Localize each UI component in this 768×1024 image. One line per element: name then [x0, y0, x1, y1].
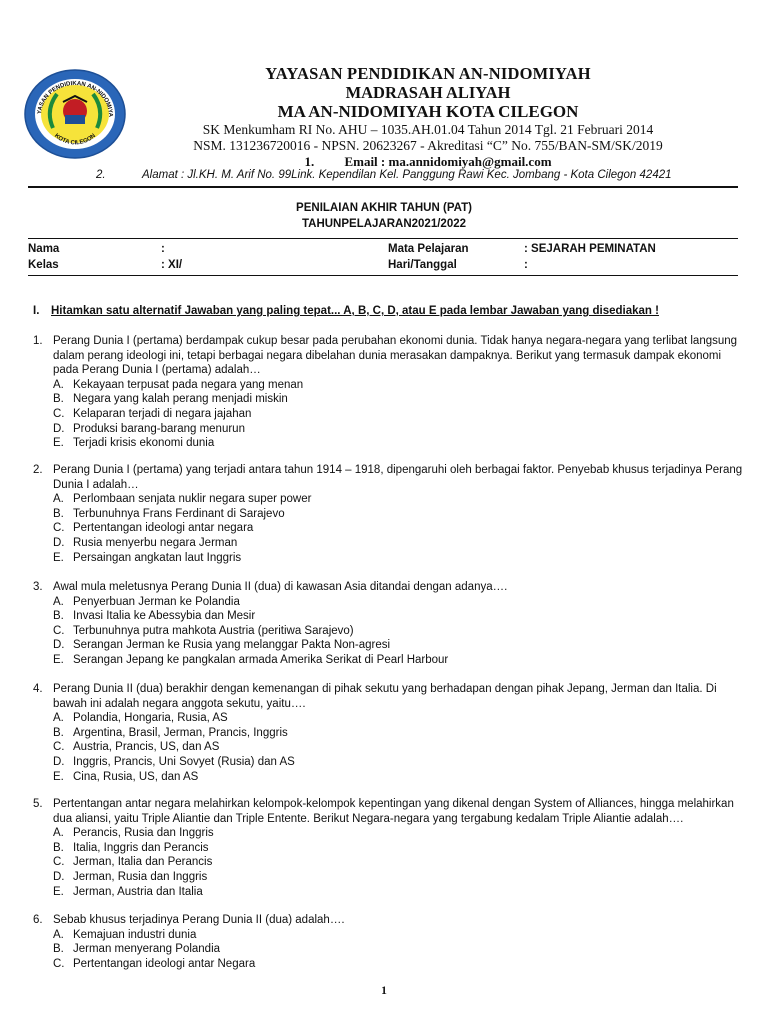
question-text: Awal mula meletusnya Perang Dunia II (dua) di kawasan Asia ditandai dengan adanya…. [53, 581, 508, 593]
question-text: Sebab khusus terjadinya Perang Dunia II (dua) adalah…. [53, 914, 345, 926]
option-e: E. Cina, Rusia, US, dan AS [53, 770, 199, 783]
option-e: E. Jerman, Austria dan Italia [53, 885, 203, 898]
question-text: Pertentangan antar negara melahirkan kelompok-kelompok kepentingan yang dikenal dengan System of Alliances, hingga melahirkan dua aliansi, yaitu Triple Aliantie dan Triple Entente. Berikut Negara-negara yang tergabung kedalam Triple Aliantie adalah…. [53, 798, 734, 825]
address-text: Alamat : Jl.KH. M. Arif No. 99Link. Kependilan Kel. Panggung Rawi Kec. Jombang - Kota Cilegon 42421 [142, 169, 672, 181]
question-2 [33, 463, 743, 565]
option-a: A. Penyerbuan Jerman ke Polandia [53, 595, 240, 608]
question-text: Perang Dunia I (pertama) berdampak cukup besar pada perubahan ekonomi dunia. Tidak hanya negara-negara yang terlibat langsung dalam perang ideologi ini, tetapi berbagai negara dibelahan dunia merasakan dampaknya. Berikut yang termasuk dampak ekonomi pada Perang Dunia I (pertama) adalah… [53, 335, 738, 377]
value-kelas: : XI/ [161, 259, 183, 271]
option-b: B. Invasi Italia ke Abessybia dan Mesir [53, 610, 256, 623]
section-roman: I. [33, 305, 40, 317]
option-c: C. Pertentangan ideologi antar negara [53, 522, 254, 535]
option-e: E. Serangan Jepang ke pangkalan armada Amerika Serikat di Pearl Harbour [53, 653, 449, 666]
label-hari-tanggal: Hari/Tanggal [388, 259, 457, 271]
instruction-text: Hitamkan satu alternatif Jawaban yang paling tepat... A, B, C, D, atau E pada lembar Jawaban yang disediakan ! [51, 305, 659, 317]
header-rule [28, 186, 738, 188]
option-b: B. Negara yang kalah perang menjadi miskin [53, 393, 288, 406]
question-number: 6. [33, 914, 43, 926]
logo-text-bottom: KOTA CILEGON [53, 132, 97, 147]
value-nama: : [161, 243, 165, 255]
option-c: C. Terbunuhnya putra mahkota Austria (peritiwa Sarajevo) [53, 624, 354, 637]
option-c: C. Austria, Prancis, US, dan AS [53, 741, 220, 754]
option-c: C. Kelaparan terjadi di negara jajahan [53, 407, 252, 420]
value-mata-pelajaran: : SEJARAH PEMINATAN [524, 243, 656, 255]
email-line [118, 154, 738, 170]
logo-text-top: YASAN PENDIDIKAN AN-NIDOMIYA [37, 80, 114, 118]
option-d: D. Serangan Jerman ke Rusia yang melanggar Pakta Non-agresi [53, 639, 391, 652]
email-text: Email : ma.annidomiyah@gmail.com [344, 154, 552, 169]
option-a: A. Perancis, Rusia dan Inggris [53, 827, 214, 840]
foundation-name: YAYASAN PENDIDIKAN AN-NIDOMIYAH [265, 64, 591, 83]
question-number: 3. [33, 581, 43, 593]
exam-title: PENILAIAN AKHIR TAHUN (PAT) [296, 202, 472, 214]
question-3 [33, 580, 743, 668]
address-line [96, 169, 672, 181]
accreditation-line: NSM. 131236720016 - NPSN. 20623267 - Akreditasi “C” No. 755/BAN-SM/SK/2019 [193, 138, 663, 153]
exam-year: TAHUNPELAJARAN2021/2022 [301, 218, 467, 230]
question-text: Perang Dunia II (dua) berakhir dengan kemenangan di pihak sekutu yang berhadapan dengan pihak Jepang, Jerman dan Italia. Di bawah ini adalah negara anggota sekutu, yaitu…. [53, 683, 717, 710]
question-number: 1. [33, 335, 43, 347]
section-instruction [33, 305, 659, 317]
option-d: D. Produksi barang-barang menurun [53, 422, 245, 435]
question-1 [33, 334, 743, 451]
label-mata-pelajaran: Mata Pelajaran [388, 243, 469, 255]
option-b: B. Jerman menyerang Polandia [53, 943, 221, 956]
option-a: A. Kekayaan terpusat pada negara yang menan [53, 378, 304, 391]
option-c: C. Jerman, Italia dan Perancis [53, 856, 213, 869]
option-a: A. Kemajuan industri dunia [53, 928, 197, 941]
school-name: MA AN-NIDOMIYAH KOTA CILEGON [277, 102, 579, 121]
address-number: 2. [96, 169, 106, 181]
school-logo [23, 66, 127, 160]
label-nama: Nama [28, 243, 60, 255]
question-number: 2. [33, 464, 43, 476]
email-number: 1. [304, 154, 315, 169]
info-top-rule [28, 238, 738, 239]
question-text: Perang Dunia I (pertama) yang terjadi antara tahun 1914 – 1918, dipengaruhi oleh berbagai faktor. Penyebab khusus terjadinya Perang Dunia I adalah… [53, 464, 743, 491]
option-d: D. Jerman, Rusia dan Inggris [53, 870, 208, 883]
option-b: B. Terbunuhnya Frans Ferdinant di Sarajevo [53, 507, 285, 520]
value-hari-tanggal: : [524, 259, 528, 271]
info-bottom-rule [28, 275, 738, 276]
decree-line: SK Menkumham RI No. AHU – 1035.AH.01.04 Tahun 2014 Tgl. 21 Februari 2014 [202, 122, 654, 137]
option-d: D. Inggris, Prancis, Uni Sovyet (Rusia) dan AS [53, 755, 295, 768]
page-number: 1 [381, 985, 387, 997]
option-a: A. Perlombaan senjata nuklir negara super power [53, 493, 312, 506]
option-e: E. Terjadi krisis ekonomi dunia [53, 437, 215, 450]
label-kelas: Kelas [28, 259, 59, 271]
question-6 [33, 913, 743, 971]
question-4 [33, 682, 743, 784]
option-c: C. Pertentangan ideologi antar Negara [53, 957, 256, 970]
school-level: MADRASAH ALIYAH [345, 83, 511, 102]
option-b: B. Italia, Inggris dan Perancis [53, 841, 209, 854]
question-number: 4. [33, 683, 43, 695]
question-number: 5. [33, 798, 43, 810]
option-d: D. Rusia menyerbu negara Jerman [53, 536, 238, 549]
option-a: A. Polandia, Hongaria, Rusia, AS [53, 712, 228, 725]
option-b: B. Argentina, Brasil, Jerman, Prancis, Inggris [53, 726, 288, 739]
option-e: E. Persaingan angkatan laut Inggris [53, 551, 242, 564]
question-5 [33, 797, 743, 899]
